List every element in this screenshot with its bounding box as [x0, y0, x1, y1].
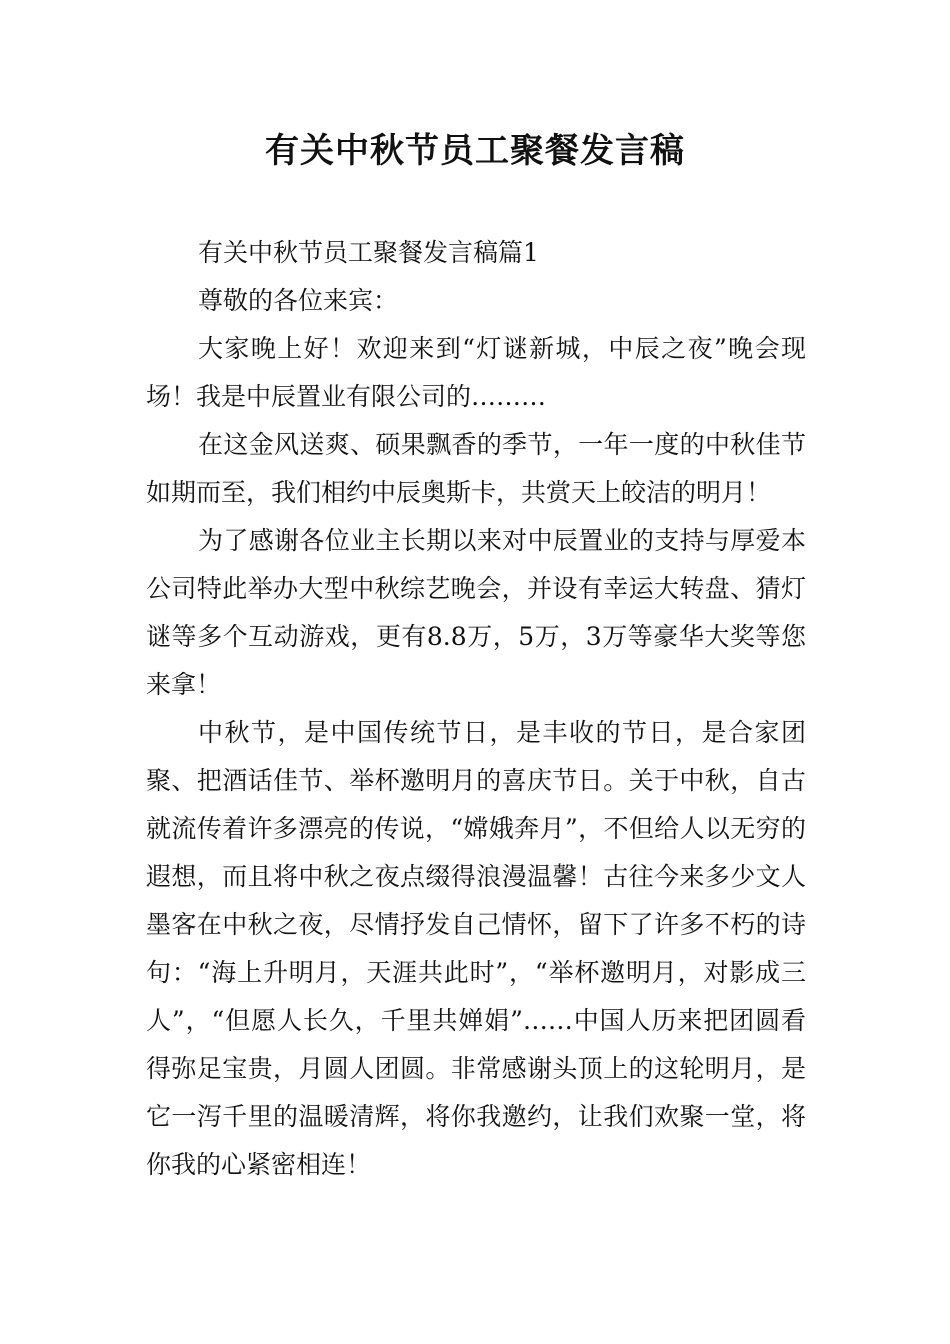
- paragraph-season: 在这金风送爽、硕果飘香的季节，一年一度的中秋佳节如期而至，我们相约中辰奥斯卡，共赏天上皎洁的明月！: [146, 430, 806, 507]
- paragraph-festival: 中秋节，是中国传统节日，是丰收的节日，是合家团聚、把酒话佳节、举杯邀明月的喜庆节日。关于中秋，自古就流传着许多漂亮的传说，“嫦娥奔月”，不但给人以无穷的遐想，而且将中秋之夜点缀得浪漫温馨！古往今来多少文人墨客在中秋之夜，尽情抒发自己情怀，留下了许多不朽的诗句：“海上升明月，天涯共此时”，“举杯邀明月，对影成三人”，“但愿人长久，千里共婵娟”……中国人历来把团圆看得弥足宝贵，月圆人团圆。非常感谢头顶上的这轮明月，是它一泻千里的温暖清辉，将你我邀约，让我们欢聚一堂，将你我的心紧密相连！: [146, 718, 806, 1179]
- salutation: 尊敬的各位来宾：: [198, 286, 399, 315]
- paragraph-thanks: 为了感谢各位业主长期以来对中辰置业的支持与厚爱本公司特此举办大型中秋综艺晚会，并设有幸运大转盘、猜灯谜等多个互动游戏，更有8.8万，5万，3万等豪华大奖等您来拿！: [146, 526, 806, 699]
- section-heading: 有关中秋节员工聚餐发言稿篇1: [198, 238, 539, 267]
- paragraph-greeting: 大家晚上好！欢迎来到“灯谜新城，中辰之夜”晚会现场！我是中辰置业有限公司的………: [146, 334, 806, 411]
- document-title: 有关中秋节员工聚餐发言稿: [265, 131, 685, 171]
- document-body: [146, 229, 806, 1189]
